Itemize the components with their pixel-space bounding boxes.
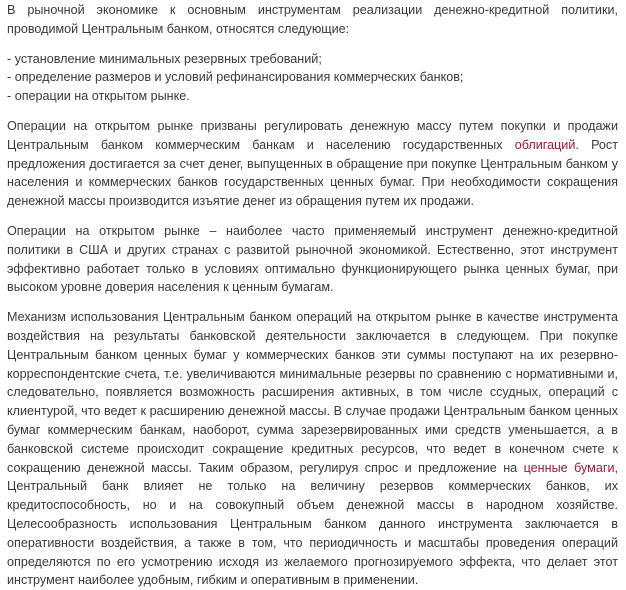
paragraph-text: , Центральный банк влияет не только на величину резервов коммерческих банков, их кредитоспособность, но и на совокупный объем денежной массы в народном хозяйстве. Целесообразность использования Центральным банком данного инструмента заключается в оперативности воздействия, а также в том, что периодичность и масштабы проведения операций определяются по его усмотрению исходя из желаемого прогнозируемого эффекта, что делает этот инструмент наиболее удобным, гибким и оперативным в применении. — [7, 460, 618, 588]
list-item: - операции на открытом рынке. — [7, 89, 190, 104]
list-item: - определение размеров и условий рефинансирования коммерческих банков; — [7, 70, 464, 85]
mechanism-paragraph — [7, 308, 618, 590]
paragraph-text: Операции на открытом рынке призваны регулировать денежную массу путем покупки и продажи Центральным банком коммерческим банкам и населению государственных — [7, 118, 618, 152]
open-market-paragraph — [7, 117, 618, 211]
bonds-link[interactable]: облигаций — [514, 137, 576, 152]
intro-paragraph: В рыночной экономике к основным инструментам реализации денежно-кредитной политики, проводимой Центральным банком, относятся следующие: — [7, 3, 618, 36]
securities-link[interactable]: ценные бумаги — [523, 460, 615, 475]
paragraph-text: . Рост предложения достигается за счет денег, выпущенных в обращение при покупке Центральным банком у населения и коммерческих банков государственных ценных бумаг. При необходимости сокращения денежной массы производится изъятие денег из обращения путем их продажи. — [7, 137, 618, 209]
usa-paragraph: Операции на открытом рынке – наиболее часто применяемый инструмент денежно-кредитной политики в США и других странах с развитой рыночной экономикой. Естественно, этот инструмент эффективно работает только в условиях оптимально функционирующего рынка ценных бумаг, при высоком уровне доверия населения к ценным бумагам. — [7, 223, 618, 295]
instrument-list — [7, 50, 618, 106]
list-item: - установление минимальных резервных требований; — [7, 51, 322, 66]
paragraph-text: Механизм использования Центральным банком операций на открытом рынке в качестве инструмента воздействия на результаты банковской деятельности заключается в следующем. При покупке Центральным банком ценных бумаг у коммерческих банков эти суммы поступают на их резервно-корреспондентские счета, т.е. увеличиваются минимальные резервы по сравнению с нормативными и, следовательно, появляется возможность расширения активных, в том числе ссудных, операций с клиентурой, что ведет к расширению денежной массы. В случае продажи Центральным банком ценных бумаг коммерческим банкам, наоборот, сумма зарезервированных ими средств уменьшается, а в банковской системе происходит сокращение кредитных ресурсов, что ведет в конечном счете к сокращению денежной массы. Таким образом, регулируя спрос и предложение на — [7, 310, 618, 475]
